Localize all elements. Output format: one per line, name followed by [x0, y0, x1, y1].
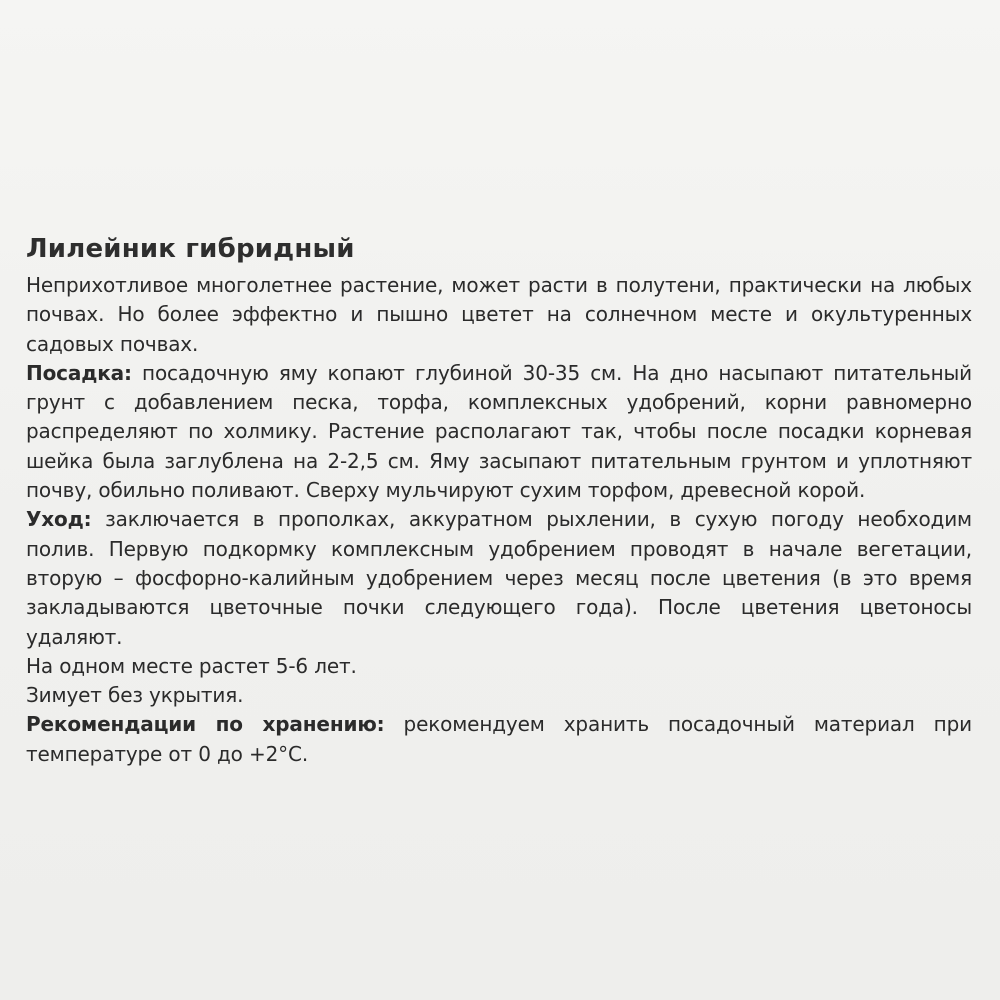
care-section: [26, 505, 972, 651]
planting-section: [26, 359, 972, 505]
lifespan-line: На одном месте растет 5-6 лет.: [26, 653, 357, 678]
care-heading: Уход:: [26, 507, 92, 532]
storage-heading: Рекомендации по хранению:: [26, 712, 385, 737]
planting-heading: Посадка:: [26, 360, 132, 385]
storage-text: рекомендуем хранить посадочный материал при температуре от 0 до +2°С.: [26, 712, 972, 766]
description-block: [26, 227, 972, 769]
planting-text: посадочную яму копают глубиной 30-35 см. На дно насыпают питательный грунт с добавлением песка, торфа, комплексных удобрений, корни равномерно распределяют по холмику. Растение располагают так, чтобы после посадки корневая шейка была заглублена на 2-2,5 см. Яму засыпают питательным грунтом и уплотняют почву, обильно поливают. Сверху мульчируют сухим торфом, древесной корой.: [26, 360, 972, 503]
winter-line: Зимует без укрытия.: [26, 683, 244, 708]
care-text: заключается в прополках, аккуратном рыхлении, в сухую погоду необходим полив. Первую подкормку комплексным удобрением проводят в начале вегетации, вторую – фосфорно-калийным удобрением через месяц после цветения (в это время закладываются цветочные почки следующего года). После цветения цветоносы удаляют.: [26, 507, 972, 649]
intro-paragraph: Неприхотливое многолетнее растение, может расти в полутени, практически на любых почвах. Но более эффектно и пышно цветет на солнечном месте и окультуренных садовых почвах.: [26, 273, 972, 356]
storage-section: [26, 710, 972, 769]
page-title: Лилейник гибридный: [26, 234, 355, 264]
